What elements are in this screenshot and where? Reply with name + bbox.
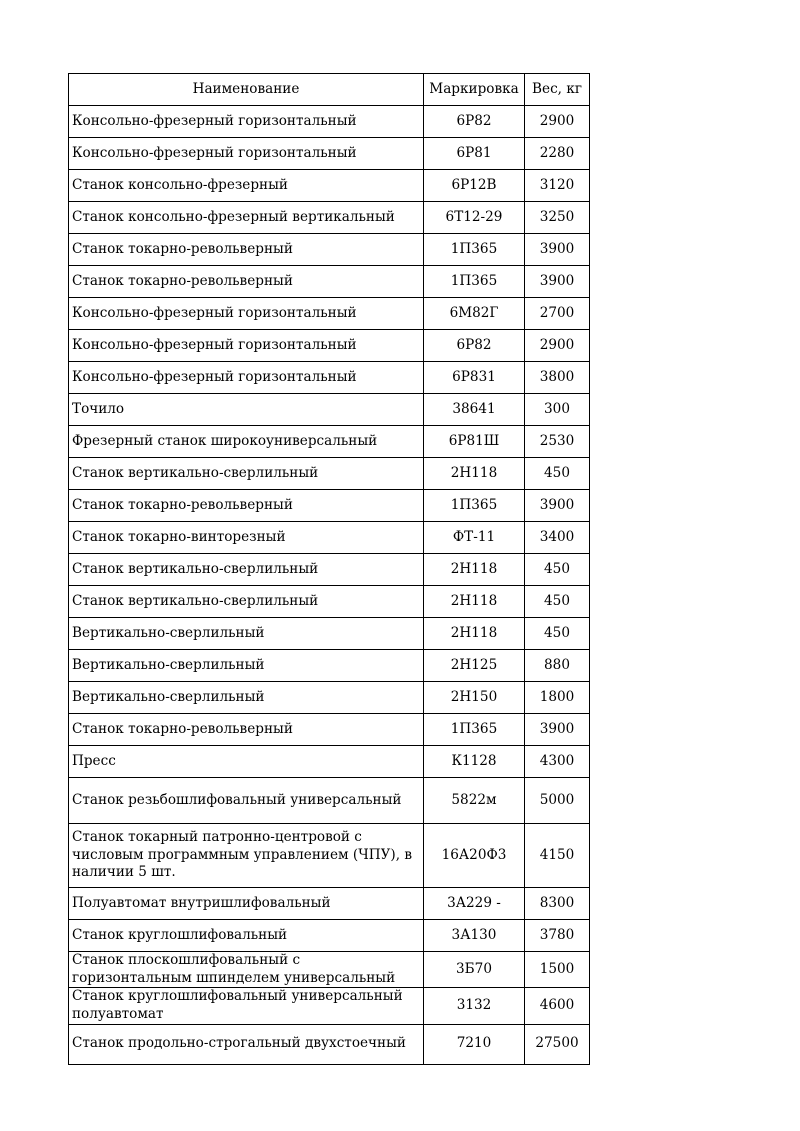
row-mark-cell: 1П365 bbox=[424, 490, 525, 522]
row-mark-cell: 16А20Ф3 bbox=[424, 824, 525, 888]
row-mark-cell: 3А229 - bbox=[424, 888, 525, 920]
table-row bbox=[69, 138, 590, 170]
row-weight-cell: 880 bbox=[525, 650, 590, 682]
row-mark-cell: 6Р831 bbox=[424, 362, 525, 394]
header-mark: Маркировка bbox=[424, 74, 525, 106]
row-name-cell: Вертикально-сверлильный bbox=[69, 650, 424, 682]
table-row bbox=[69, 746, 590, 778]
row-mark-cell: 2Н118 bbox=[424, 458, 525, 490]
table-row bbox=[69, 1024, 590, 1064]
row-weight-cell: 450 bbox=[525, 458, 590, 490]
header-name: Наименование bbox=[69, 74, 424, 106]
row-mark-cell: 7210 bbox=[424, 1024, 525, 1064]
row-mark-cell: 6Р12В bbox=[424, 170, 525, 202]
row-mark-cell: ФТ-11 bbox=[424, 522, 525, 554]
row-name-cell: Станок вертикально-сверлильный bbox=[69, 586, 424, 618]
table-row bbox=[69, 234, 590, 266]
table-row bbox=[69, 458, 590, 490]
table-row bbox=[69, 170, 590, 202]
row-name-cell: Консольно-фрезерный горизонтальный bbox=[69, 298, 424, 330]
row-name-cell: Станок вертикально-сверлильный bbox=[69, 458, 424, 490]
table-row bbox=[69, 298, 590, 330]
row-name-cell: Станок консольно-фрезерный вертикальный bbox=[69, 202, 424, 234]
equipment-table bbox=[68, 73, 590, 1065]
row-weight-cell: 3900 bbox=[525, 714, 590, 746]
row-mark-cell: 2Н125 bbox=[424, 650, 525, 682]
row-weight-cell: 3900 bbox=[525, 234, 590, 266]
table-row bbox=[69, 952, 590, 988]
table-body bbox=[69, 106, 590, 1065]
row-weight-cell: 5000 bbox=[525, 778, 590, 824]
row-name-cell: Станок токарно-револьверный bbox=[69, 714, 424, 746]
row-weight-cell: 2900 bbox=[525, 330, 590, 362]
table-row bbox=[69, 426, 590, 458]
table-row bbox=[69, 490, 590, 522]
table-row bbox=[69, 988, 590, 1024]
row-weight-cell: 8300 bbox=[525, 888, 590, 920]
table-row bbox=[69, 522, 590, 554]
row-weight-cell: 27500 bbox=[525, 1024, 590, 1064]
table-row bbox=[69, 920, 590, 952]
row-mark-cell: 6Р82 bbox=[424, 106, 525, 138]
row-weight-cell: 3250 bbox=[525, 202, 590, 234]
row-name-cell: Станок вертикально-сверлильный bbox=[69, 554, 424, 586]
row-weight-cell: 3400 bbox=[525, 522, 590, 554]
row-weight-cell: 3900 bbox=[525, 266, 590, 298]
row-weight-cell: 1500 bbox=[525, 952, 590, 988]
row-mark-cell: 2Н118 bbox=[424, 618, 525, 650]
table-row bbox=[69, 330, 590, 362]
row-name-cell: Точило bbox=[69, 394, 424, 426]
row-mark-cell: 5822м bbox=[424, 778, 525, 824]
row-weight-cell: 3800 bbox=[525, 362, 590, 394]
row-name-cell: Консольно-фрезерный горизонтальный bbox=[69, 106, 424, 138]
row-name-cell: Полуавтомат внутришлифовальный bbox=[69, 888, 424, 920]
table-row bbox=[69, 554, 590, 586]
table-row bbox=[69, 682, 590, 714]
row-weight-cell: 3900 bbox=[525, 490, 590, 522]
row-weight-cell: 4600 bbox=[525, 988, 590, 1024]
row-weight-cell: 4150 bbox=[525, 824, 590, 888]
header-weight: Вес, кг bbox=[525, 74, 590, 106]
row-name-cell: Станок токарно-револьверный bbox=[69, 234, 424, 266]
row-weight-cell: 2900 bbox=[525, 106, 590, 138]
row-name-cell: Консольно-фрезерный горизонтальный bbox=[69, 138, 424, 170]
row-mark-cell: 1П365 bbox=[424, 266, 525, 298]
row-weight-cell: 450 bbox=[525, 586, 590, 618]
row-weight-cell: 450 bbox=[525, 618, 590, 650]
row-name-cell: Станок круглошлифовальный bbox=[69, 920, 424, 952]
row-name-cell: Консольно-фрезерный горизонтальный bbox=[69, 362, 424, 394]
row-weight-cell: 2280 bbox=[525, 138, 590, 170]
row-name-cell: Станок плоскошлифовальный с горизонтальным шпинделем универсальный bbox=[69, 952, 424, 988]
row-name-cell: Станок токарно-револьверный bbox=[69, 490, 424, 522]
row-name-cell: Пресс bbox=[69, 746, 424, 778]
table-row bbox=[69, 106, 590, 138]
row-mark-cell: 38641 bbox=[424, 394, 525, 426]
row-name-cell: Станок токарный патронно-центровой с числовым программным управлением (ЧПУ), в наличии 5 шт. bbox=[69, 824, 424, 888]
row-mark-cell: 6Т12-29 bbox=[424, 202, 525, 234]
table-row bbox=[69, 824, 590, 888]
row-mark-cell: 6М82Г bbox=[424, 298, 525, 330]
row-mark-cell: 2Н150 bbox=[424, 682, 525, 714]
table-row bbox=[69, 714, 590, 746]
table-row bbox=[69, 778, 590, 824]
row-name-cell: Консольно-фрезерный горизонтальный bbox=[69, 330, 424, 362]
row-mark-cell: К1128 bbox=[424, 746, 525, 778]
row-mark-cell: 2Н118 bbox=[424, 586, 525, 618]
row-weight-cell: 4300 bbox=[525, 746, 590, 778]
row-mark-cell: 2Н118 bbox=[424, 554, 525, 586]
table-row bbox=[69, 202, 590, 234]
row-weight-cell: 450 bbox=[525, 554, 590, 586]
table-row bbox=[69, 618, 590, 650]
row-mark-cell: 3А130 bbox=[424, 920, 525, 952]
table-row bbox=[69, 888, 590, 920]
row-name-cell: Вертикально-сверлильный bbox=[69, 618, 424, 650]
row-mark-cell: 6Р81Ш bbox=[424, 426, 525, 458]
row-name-cell: Станок токарно-револьверный bbox=[69, 266, 424, 298]
row-name-cell: Фрезерный станок широкоуниверсальный bbox=[69, 426, 424, 458]
row-name-cell: Станок резьбошлифовальный универсальный bbox=[69, 778, 424, 824]
row-mark-cell: 1П365 bbox=[424, 234, 525, 266]
row-name-cell: Станок токарно-винторезный bbox=[69, 522, 424, 554]
table-header-row bbox=[69, 74, 590, 106]
row-mark-cell: 3132 bbox=[424, 988, 525, 1024]
table-row bbox=[69, 650, 590, 682]
table-row bbox=[69, 394, 590, 426]
table-row bbox=[69, 266, 590, 298]
row-name-cell: Станок продольно-строгальный двухстоечный bbox=[69, 1024, 424, 1064]
row-weight-cell: 2530 bbox=[525, 426, 590, 458]
row-weight-cell: 3780 bbox=[525, 920, 590, 952]
row-mark-cell: 6Р81 bbox=[424, 138, 525, 170]
row-mark-cell: 3Б70 bbox=[424, 952, 525, 988]
table-row bbox=[69, 586, 590, 618]
table-row bbox=[69, 362, 590, 394]
row-weight-cell: 3120 bbox=[525, 170, 590, 202]
row-mark-cell: 6Р82 bbox=[424, 330, 525, 362]
row-weight-cell: 300 bbox=[525, 394, 590, 426]
row-weight-cell: 1800 bbox=[525, 682, 590, 714]
row-mark-cell: 1П365 bbox=[424, 714, 525, 746]
row-name-cell: Станок круглошлифовальный универсальный полуавтомат bbox=[69, 988, 424, 1024]
row-name-cell: Станок консольно-фрезерный bbox=[69, 170, 424, 202]
row-weight-cell: 2700 bbox=[525, 298, 590, 330]
row-name-cell: Вертикально-сверлильный bbox=[69, 682, 424, 714]
